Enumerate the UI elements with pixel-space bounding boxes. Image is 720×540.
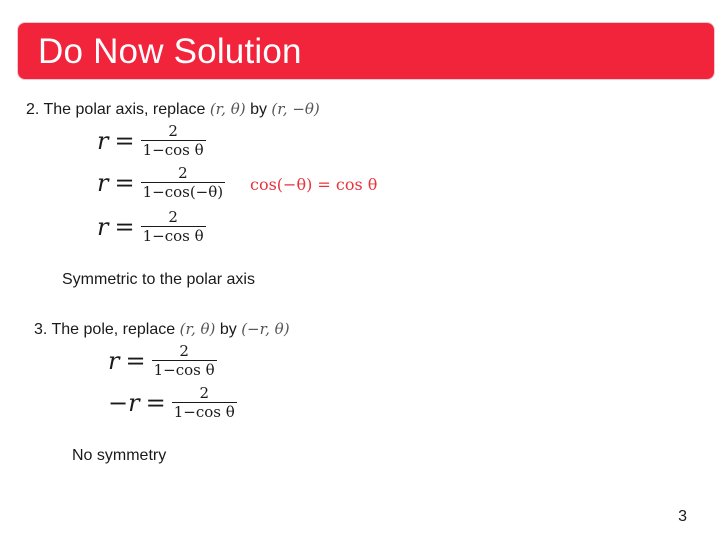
part2-equation-1 <box>97 122 206 159</box>
title-bar <box>17 22 715 80</box>
denominator: 1−cos θ <box>142 141 204 159</box>
equation-lhs: r <box>108 346 120 375</box>
part3-heading-by: by <box>219 321 237 338</box>
numerator: 2 <box>168 122 178 140</box>
part3-heading-from: (r, θ) <box>179 320 216 338</box>
denominator: 1−cos θ <box>142 227 204 245</box>
numerator: 2 <box>179 342 189 360</box>
equals-sign: = <box>114 126 135 155</box>
fraction <box>141 208 206 245</box>
part3-heading-text: 3. The pole, replace <box>34 321 176 338</box>
part2-heading-text: 2. The polar axis, replace <box>26 101 206 118</box>
equals-sign: = <box>145 388 166 417</box>
page-number: 3 <box>678 508 687 525</box>
equation-lhs: −r <box>108 388 140 417</box>
part2-heading-from: (r, θ) <box>209 100 246 118</box>
equals-sign: = <box>125 346 146 375</box>
part2-heading-by: by <box>250 101 267 118</box>
part3-conclusion: No symmetry <box>72 447 167 464</box>
equals-sign: = <box>114 168 135 197</box>
part2-equation-3 <box>97 208 206 245</box>
equals-sign: = <box>114 212 135 241</box>
fraction <box>152 342 217 379</box>
part3-equation-1 <box>108 342 217 379</box>
numerator: 2 <box>199 384 209 402</box>
equation-lhs: r <box>97 168 109 197</box>
fraction <box>141 122 206 159</box>
part3-heading-to: (−r, θ) <box>241 320 290 338</box>
part3-equation-2 <box>108 384 237 421</box>
numerator: 2 <box>178 164 188 182</box>
denominator: 1−cos θ <box>153 361 215 379</box>
slide-title: Do Now Solution <box>38 32 302 71</box>
part3-heading <box>34 320 290 339</box>
denominator: 1−cos(−θ) <box>142 183 224 201</box>
fraction <box>172 384 237 421</box>
equation-lhs: r <box>97 212 109 241</box>
denominator: 1−cos θ <box>173 403 235 421</box>
part2-heading <box>26 100 320 119</box>
part2-conclusion: Symmetric to the polar axis <box>62 271 255 288</box>
equation-lhs: r <box>97 126 109 155</box>
fraction <box>141 164 226 201</box>
numerator: 2 <box>168 208 178 226</box>
part2-heading-to: (r, −θ) <box>271 100 320 118</box>
part2-equation-2 <box>97 164 225 201</box>
part2-identity: cos(−θ) = cos θ <box>250 175 378 194</box>
